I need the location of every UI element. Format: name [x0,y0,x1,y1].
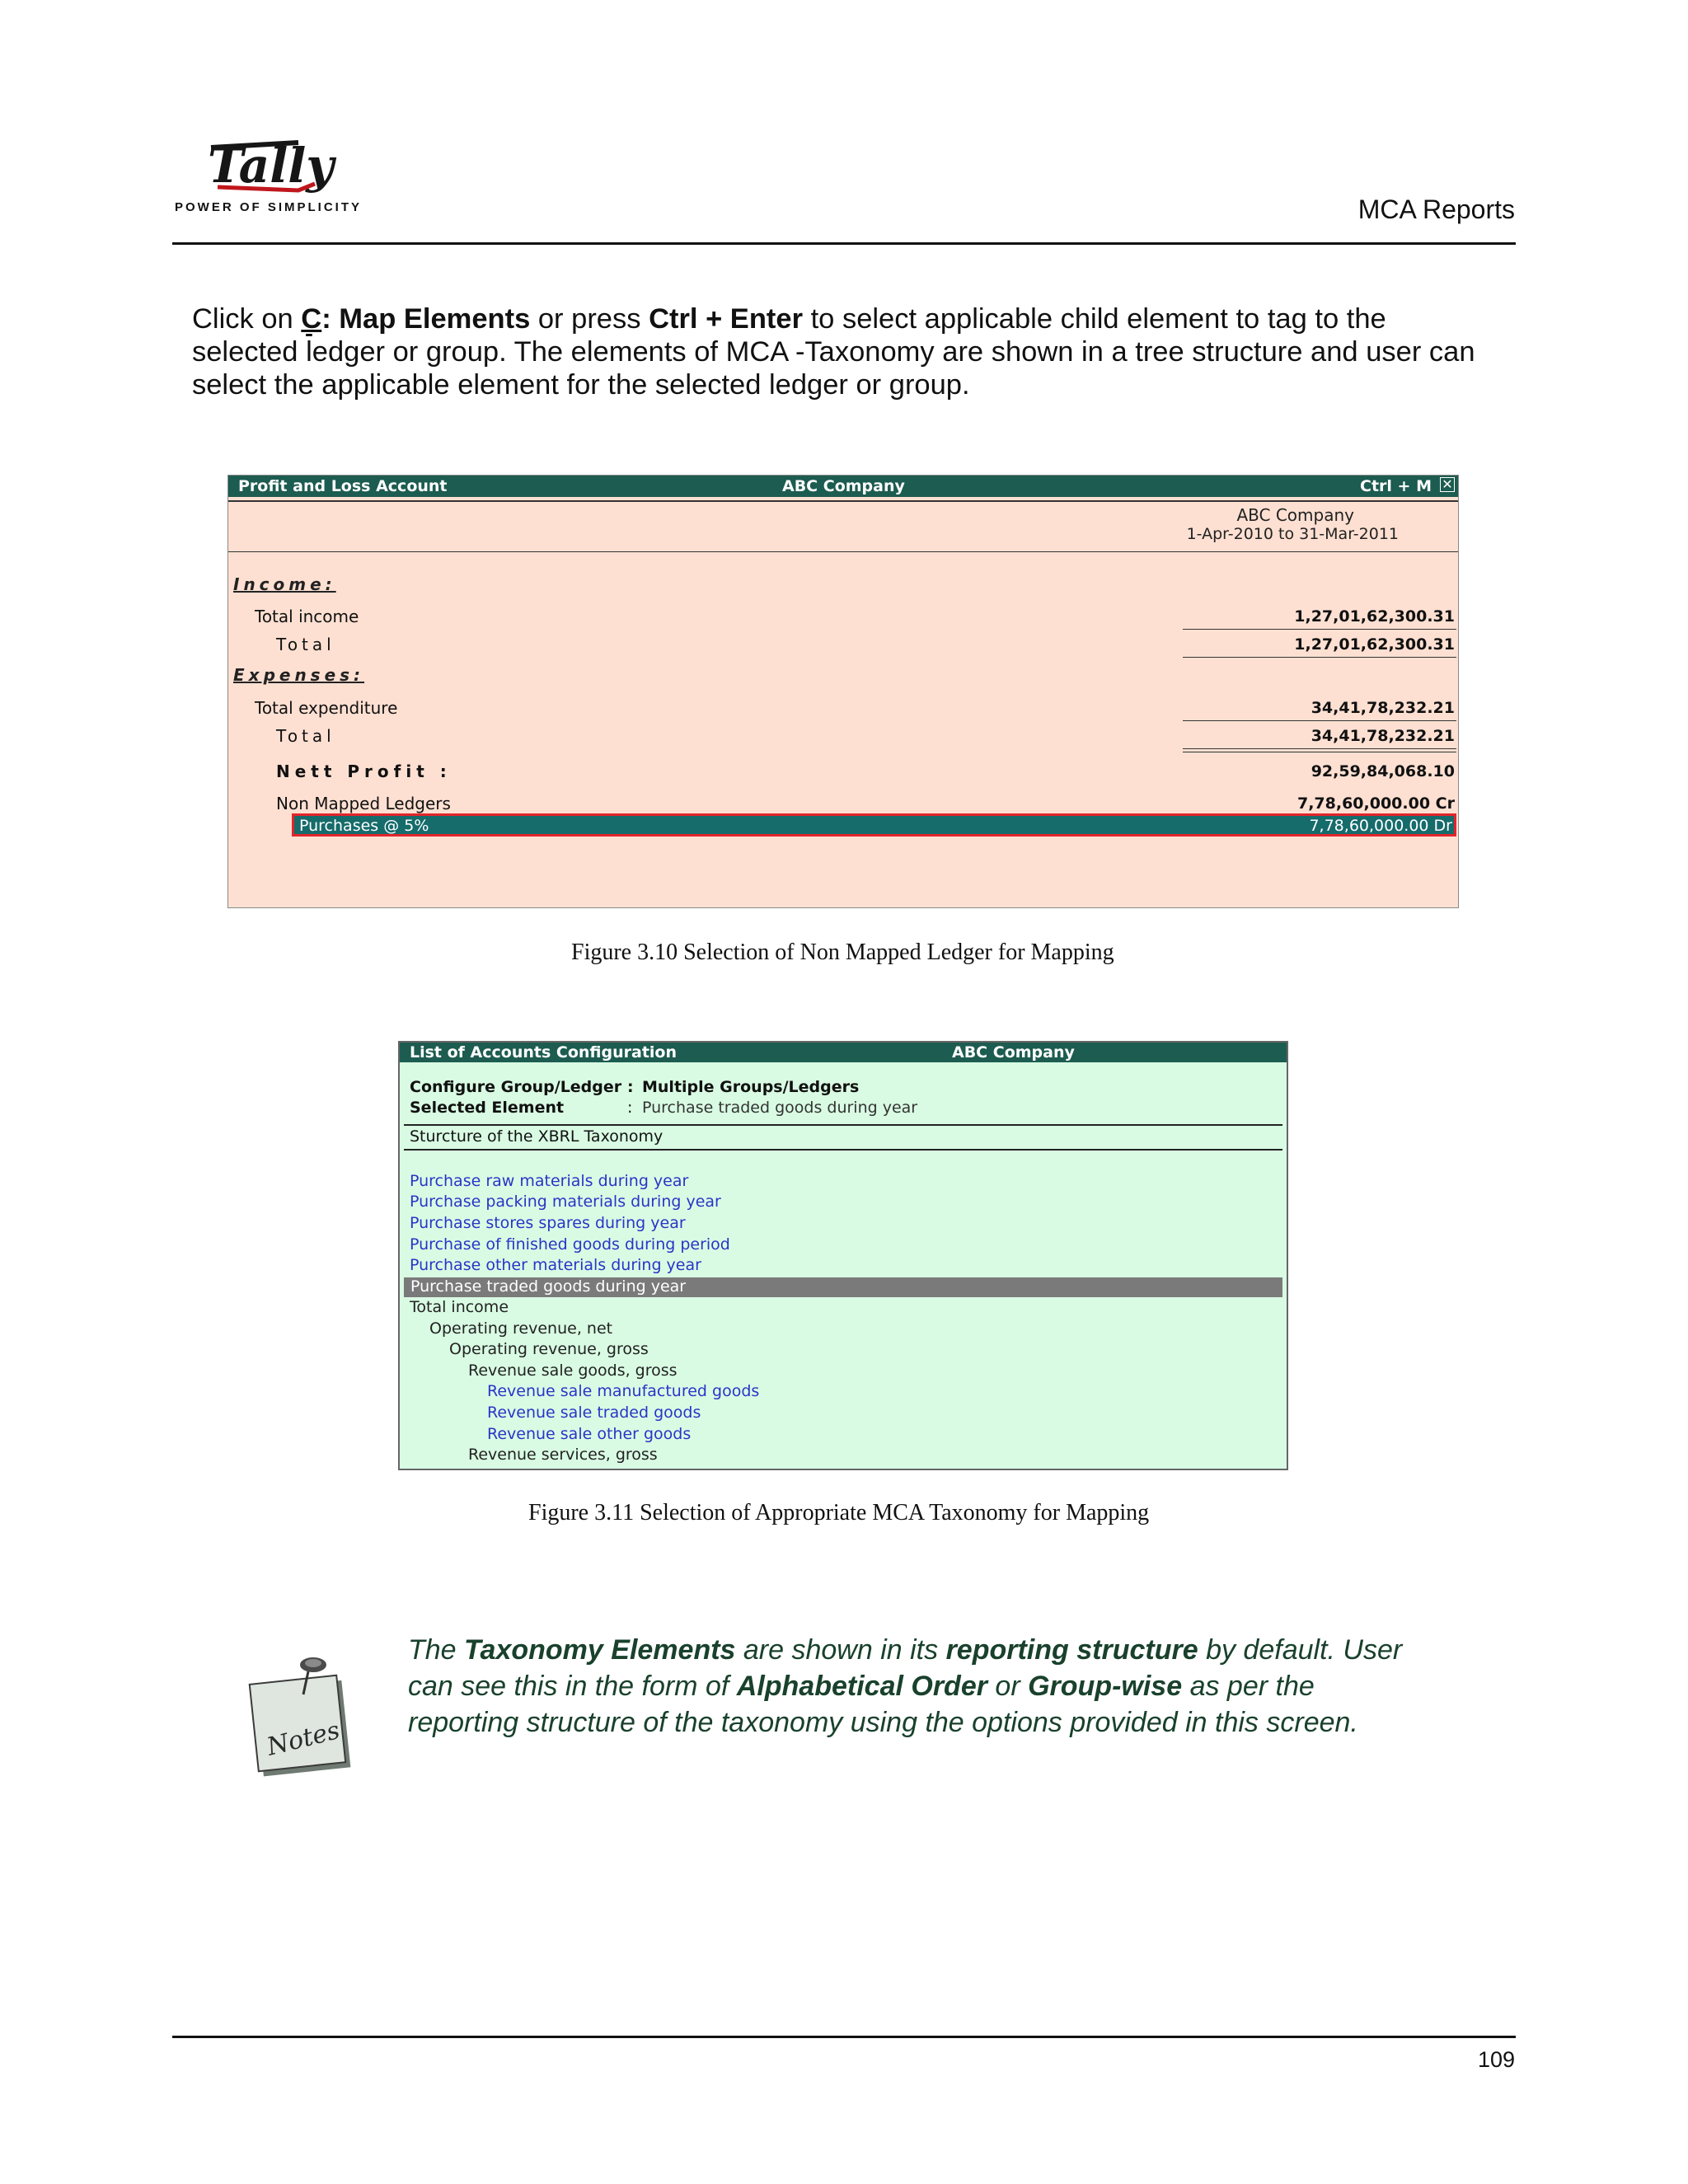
taxonomy-item[interactable]: Purchase raw materials during year [410,1172,689,1190]
notes-icon-label: Notes [264,1716,343,1762]
amount-rule [1183,657,1456,658]
total-income-amount: 1,27,01,62,300.31 [1294,607,1455,626]
ctrl-enter-shortcut: Ctrl + Enter [649,303,803,335]
header-divider [172,242,1516,245]
taxonomy-item[interactable]: Revenue sale goods, gross [468,1361,678,1380]
selected-taxonomy-item[interactable] [404,1277,1282,1297]
taxonomy-item[interactable]: Operating revenue, gross [449,1340,649,1358]
company-title: ABC Company [952,1043,1075,1062]
intro-text: edger or group. The elements of MCA -Taxonomy are shown in a tree structure and user can select the applicable element for the selected ledger or group. [192,336,1475,401]
selected-ledger-row[interactable] [292,813,1456,837]
logo-tagline: POWER OF SIMPLICITY [175,200,363,214]
divider [228,500,1458,502]
intro-paragraph [192,302,1494,401]
structure-heading: Sturcture of the XBRL Taxonomy [410,1127,663,1146]
total-income-row[interactable]: Total income [255,607,359,626]
taxonomy-item[interactable]: Revenue sale traded goods [487,1404,701,1422]
taxonomy-item[interactable]: Total income [410,1298,509,1316]
page-number: 109 [1477,2047,1515,2072]
taxonomy-item[interactable]: Revenue sale manufactured goods [487,1382,760,1400]
map-elements-hotkey: C [301,303,322,335]
intro-text: $\overline{l}$ [306,336,312,368]
figure-caption: Figure 3.11 Selection of Appropriate MCA Taxonomy for Mapping [528,1500,1150,1526]
accounts-configuration-screen [398,1041,1288,1470]
screen-title: Profit and Loss Account [238,477,448,495]
notes-fragment: or [987,1671,1029,1702]
amount-rule [1183,629,1456,630]
company-title: ABC Company [782,477,905,495]
footer-divider [172,2036,1516,2038]
page-header-title: MCA Reports [1357,194,1515,224]
notes-fragment: The [408,1634,465,1666]
selected-element-label: Selected Element [410,1099,565,1117]
notes-emphasis: Group-wise [1028,1671,1183,1702]
nett-profit-amount: 92,59,84,068.10 [1311,762,1455,780]
expense-total-row: Total [276,726,335,746]
total-expenditure-amount: 34,41,78,232.21 [1311,699,1455,717]
notes-emphasis: reporting structure [945,1634,1198,1666]
taxonomy-item[interactable]: Purchase of finished goods during period [410,1235,730,1254]
taxonomy-item[interactable]: Revenue services, gross [468,1446,658,1464]
figure-caption: Figure 3.10 Selection of Non Mapped Ledger for Mapping [571,940,1114,965]
notes-emphasis: Taxonomy Elements [464,1634,736,1666]
taxonomy-item[interactable]: Purchase other materials during year [410,1256,701,1274]
taxonomy-item[interactable]: Purchase packing materials during year [410,1193,721,1211]
intro-text: to select applicable child element to tag to the selected [192,303,1386,368]
divider [404,1149,1282,1151]
map-elements-label: : Map Elements [321,303,531,335]
income-group: Income: [233,574,336,594]
profit-loss-screen [227,475,1459,908]
tally-logo-wordmark [175,136,366,200]
taxonomy-item[interactable]: Revenue sale other goods [487,1425,692,1443]
notes-fragment: are shown in its [735,1634,946,1666]
notes-fragment: by default. User can see this in the form of [408,1634,1403,1702]
notes-fragment: as per the reporting structure of the taxonomy using the options provided in this screen. [408,1671,1358,1738]
selected-ledger-name: Purchases @ 5% [299,817,429,835]
selected-ledger-amount: 7,78,60,000.00 Dr [1309,817,1452,835]
ctrl-m-shortcut[interactable]: Ctrl + M [1360,477,1432,495]
intro-text: or press [530,303,649,335]
total-expenditure-row[interactable]: Total expenditure [255,698,398,718]
divider [228,551,1458,552]
screen-title-bar [228,476,1458,497]
screen-title-bar [400,1043,1287,1062]
amount-rule [1183,748,1456,749]
taxonomy-item[interactable]: Purchase stores spares during year [410,1214,686,1232]
selected-element-value: Purchase traded goods during year [642,1099,918,1117]
expense-total-amount: 34,41,78,232.21 [1311,727,1455,745]
non-mapped-ledgers-row[interactable]: Non Mapped Ledgers [276,794,451,813]
colon: : [627,1078,634,1096]
notes-pin-icon [246,1652,361,1777]
nett-profit-row: Nett Profit : [276,762,452,781]
notes-emphasis: Alphabetical Order [736,1671,987,1702]
column-company: ABC Company [1236,505,1354,525]
configure-value[interactable]: Multiple Groups/Ledgers [642,1078,860,1096]
column-period: 1-Apr-2010 to 31-Mar-2011 [1186,525,1399,543]
income-total-row: Total [276,635,335,654]
screen-title: List of Accounts Configuration [410,1043,678,1062]
expenses-group: Expenses: [233,665,365,685]
tally-logo [175,136,366,227]
taxonomy-item[interactable]: Operating revenue, net [429,1319,613,1338]
non-mapped-amount: 7,78,60,000.00 Cr [1296,794,1455,813]
configure-label: Configure Group/Ledger [410,1078,622,1096]
selected-taxonomy-label: Purchase traded goods during year [410,1277,687,1296]
divider [404,1124,1282,1126]
svg-text:Tally: Tally [208,138,334,194]
income-total-amount: 1,27,01,62,300.31 [1294,635,1455,654]
close-icon[interactable]: ✕ [1440,477,1455,492]
intro-text: Click on [192,303,302,335]
colon: : [627,1099,633,1117]
amount-rule [1183,720,1456,721]
notes-text [408,1632,1430,1741]
